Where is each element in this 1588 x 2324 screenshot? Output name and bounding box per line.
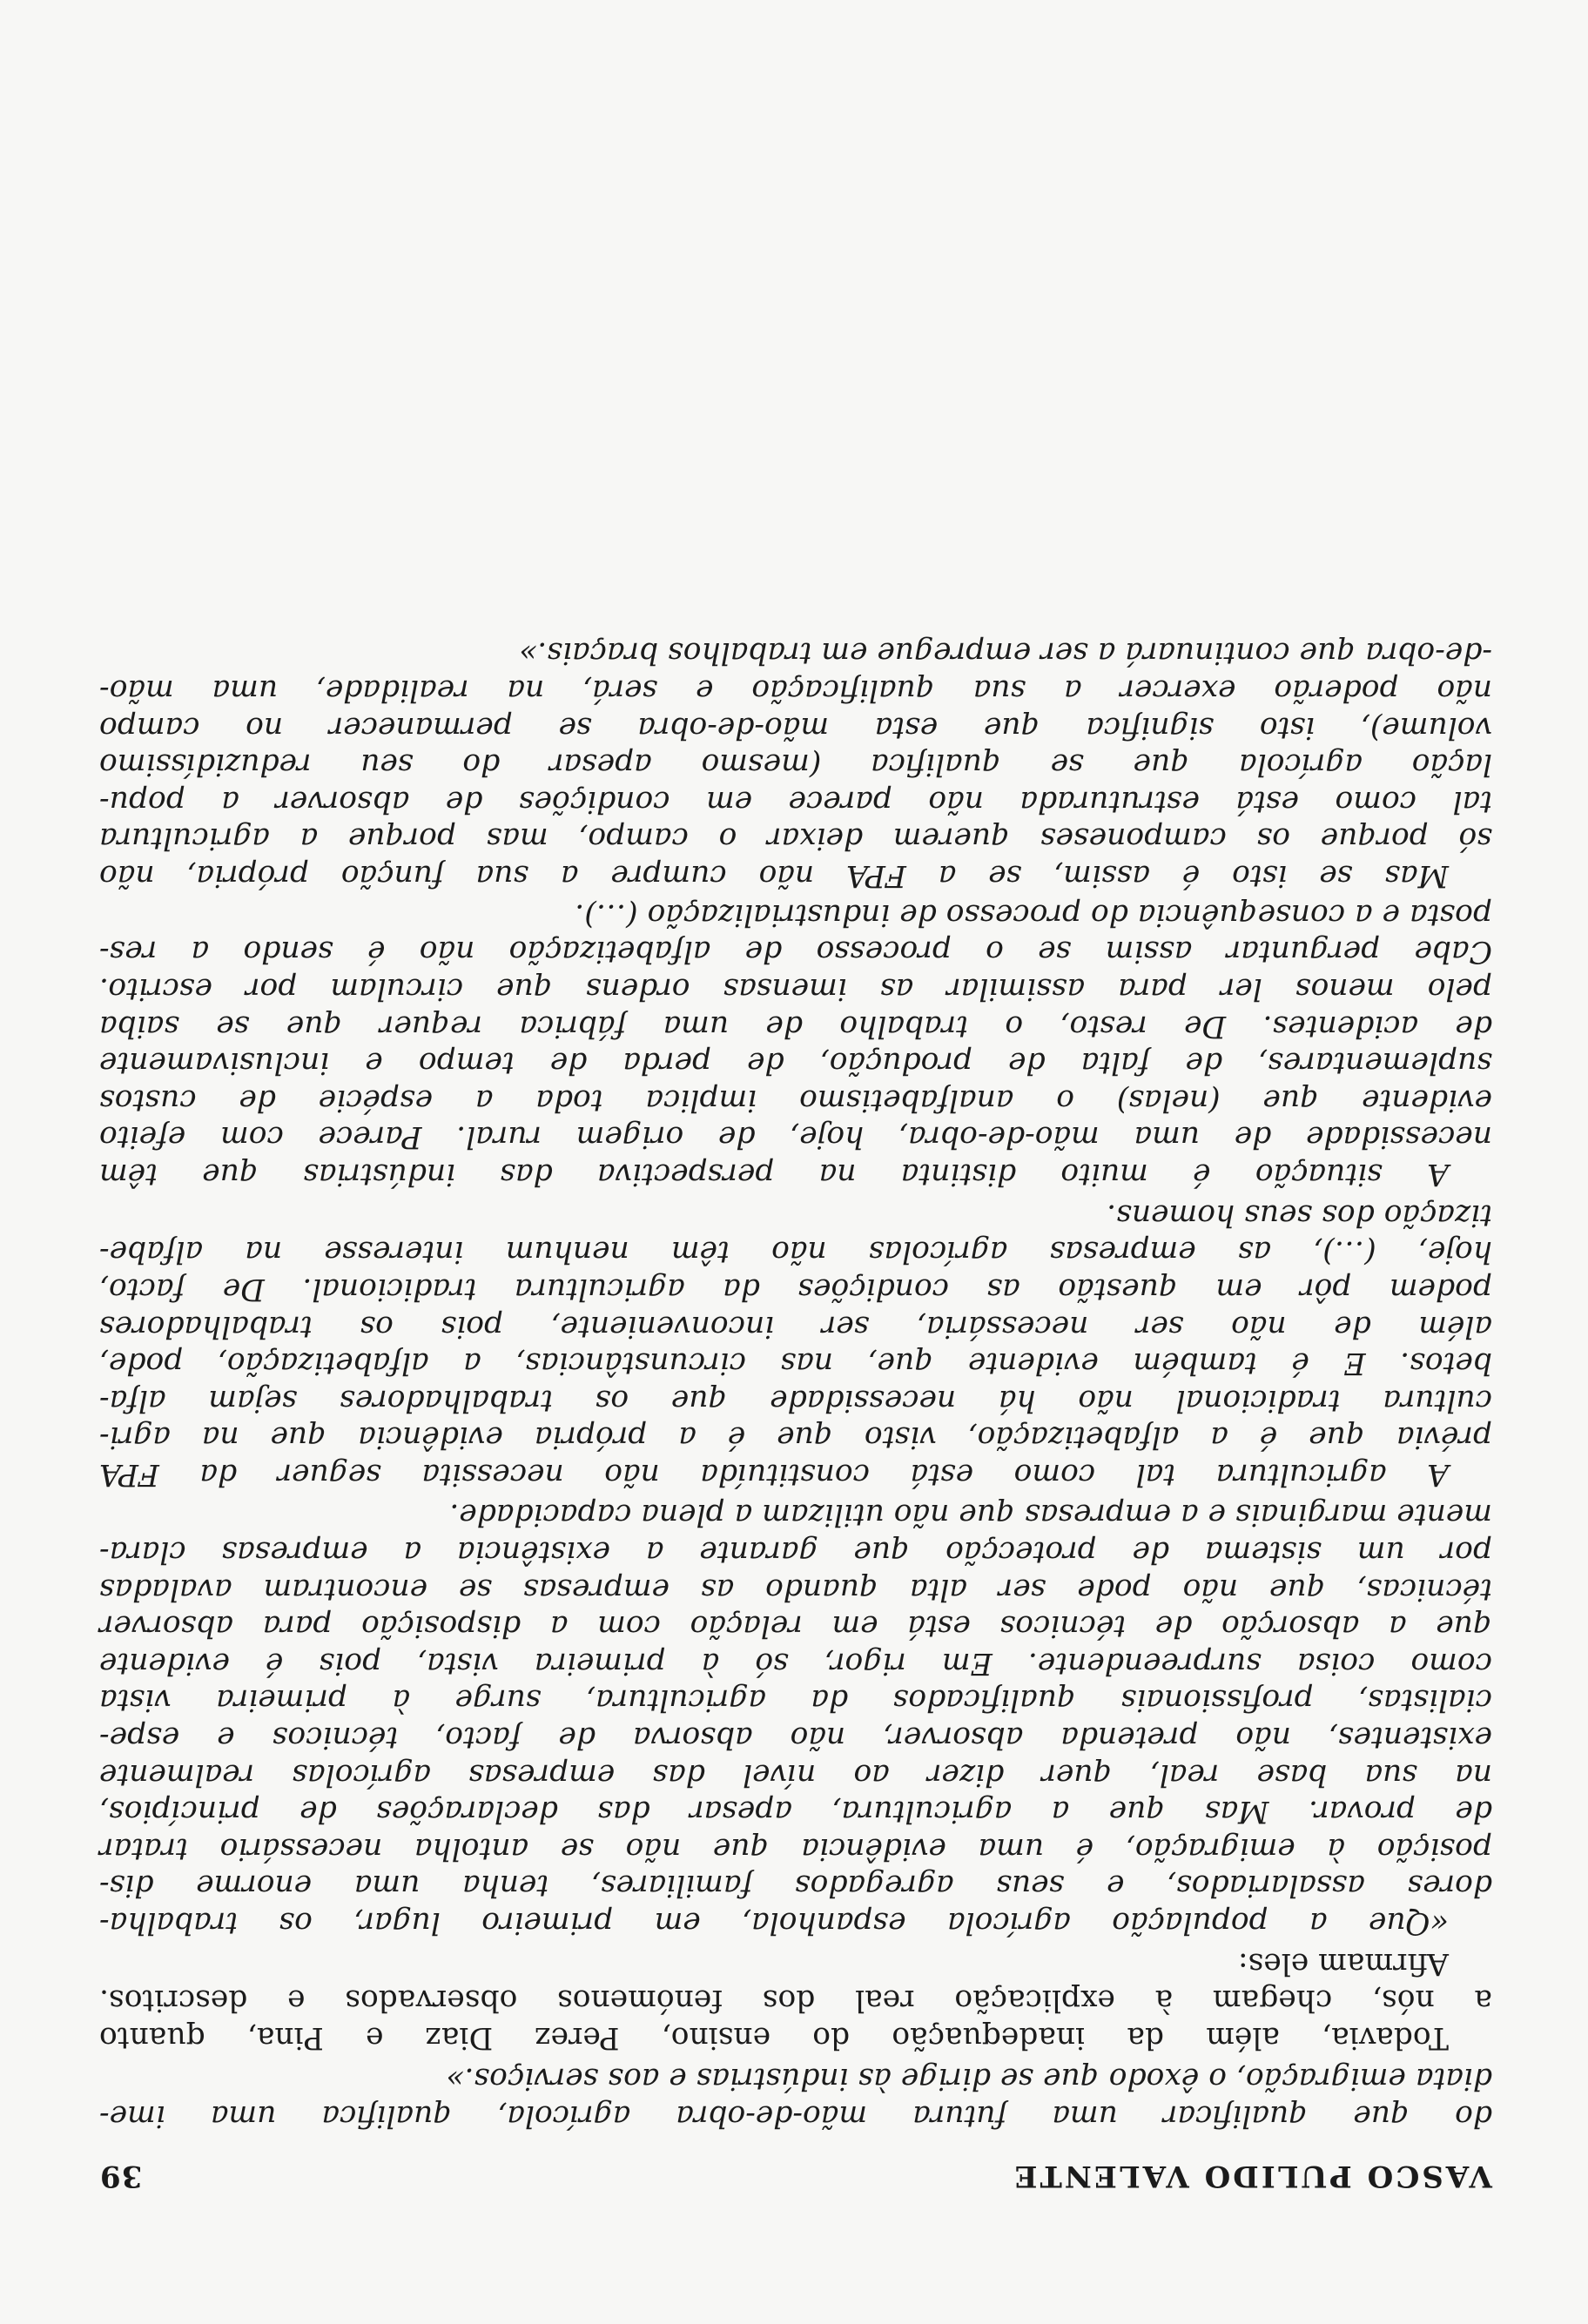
text-line: tização dos seus homens.	[1107, 1197, 1492, 1233]
text-line: de provar. Mas que a agricultura, apesar das declarações de princípios,	[99, 1794, 1492, 1830]
text-line: necessidade de uma mão-de-obra, hoje, de origem rural. Parece com efeito	[99, 1119, 1492, 1155]
text-line: mente marginais e a empresas que não utilizam a plena capacidade.	[449, 1497, 1492, 1533]
text-line: Mas se isto é assim, se a FPA não cumpre a sua função própria, não	[99, 858, 1449, 893]
running-head-author: VASCO PULIDO VALENTE	[1012, 2159, 1492, 2193]
text-line: prévia que é a alfabetização, visto que é a própria evidência que na agri-	[99, 1420, 1492, 1455]
text-line: posta e a consequência do processo de industrialização (…).	[575, 897, 1492, 932]
quote-paragraph-4	[99, 635, 1492, 894]
quote-paragraph-2	[99, 1196, 1492, 1493]
text-line: volume), isto significa que esta mão-de-obra se permanecer no campo	[99, 709, 1492, 745]
page-number: 39	[99, 2159, 143, 2193]
text-line: por um sistema de protecção que garante a existência a empresas clara-	[99, 1535, 1492, 1570]
text-line: cialistas, profissionais qualificados da agricultura, surge à primeira vista	[99, 1683, 1492, 1718]
text-line: só porque os camponeses querem deixar o campo, mas porque a agricultura	[99, 821, 1492, 856]
text-line: técnicas, que não pode ser alta quando as empresas se encontram avaladas	[99, 1571, 1492, 1607]
text-line: como coisa surpreendente. Em rigor, só à primeira vista, pois é evidente	[99, 1645, 1492, 1681]
quote-paragraph-3	[99, 896, 1492, 1192]
text-line: de acidentes. De resto, o trabalho de uma fábrica requer que se saiba	[99, 1008, 1492, 1044]
text-line: -de-obra que continuará a ser empregue em trabalhos braçais.»	[519, 635, 1492, 671]
text-line: A agricultura tal como está constituída não necessita seguer da FPA	[99, 1457, 1449, 1492]
body-paragraph	[99, 1945, 1492, 2056]
text-line: A situação é muito distinta na perspectiva das indústrias que têm	[99, 1157, 1449, 1192]
text-line: do que qualificar uma futura mão-de-obra agrícola, qualifica uma ime-	[99, 2099, 1492, 2133]
text-line: Cabe perguntar assim se o processo de alfabetização não é sendo a res-	[99, 934, 1492, 970]
quote-continuation	[99, 2060, 1492, 2134]
text-line: evidente que (nelas) o analfabetismo implica toda a espécie de custos	[99, 1082, 1492, 1118]
text-line: a nós, chegam à explicação real dos fenómenos observados e descritos.	[99, 1983, 1492, 2018]
text-line: existentes, não pretenda absorver, não absorva de facto, técnicos e espe-	[99, 1720, 1492, 1756]
text-line: não poderão exercer a sua qualificação e será, na realidade, uma mão-	[99, 673, 1492, 709]
text-line: cultura tradicional não há necessidade que os trabalhadores sejam alfa-	[99, 1382, 1492, 1418]
text-line: na sua base real, quer dizer ao nível das empresas agrícolas realmente	[99, 1756, 1492, 1792]
text-line: Afirmam eles:	[1238, 1945, 1449, 1981]
text-line: «Que a população agrícola espanhola, em primeiro lugar, os trabalha-	[99, 1905, 1449, 1940]
quote-paragraph-1	[99, 1496, 1492, 1941]
text-line: betos. E é também evidente que, nas circunstâncias, a alfabetização, pode,	[99, 1346, 1492, 1381]
text-line: hoje, (…), as empresas agrícolas não têm nenhum interesse na alfabe-	[99, 1234, 1492, 1270]
text-line: dores assalariados, e seus agregados familiares, tenha uma enorme dis-	[99, 1868, 1492, 1904]
text-line: posição à emigração, é uma evidência que não se antolha necessário tratar	[99, 1830, 1492, 1866]
text-line: que a absorção de técnicos está em relação com a disposição para absorver	[99, 1609, 1492, 1644]
text-line: pelo menos ler para assimilar as imensas ordens que circulam por escrito.	[99, 971, 1492, 1007]
text-line: lação agrícola que se qualifica (mesmo apesar do seu reduzidíssimo	[99, 747, 1492, 783]
text-line: Todavia, além da inadequação do ensino, Perez Diaz e Pina, quanto	[99, 2020, 1449, 2055]
text-line: diata emigração, o êxodo que se dirige às indústrias e aos serviços.»	[446, 2061, 1492, 2097]
text-line: tal como está estruturada não parece em condições de absorver a popu-	[99, 783, 1492, 819]
text-line: além de não ser necessária, ser inconveniente, pois os trabalhadores	[99, 1308, 1492, 1344]
text-line: podem pôr em questão as condições da agricultura tradicional. De facto,	[99, 1272, 1492, 1307]
text-line: suplementares, de falta de produção, de perda de tempo e inclusivamente	[99, 1045, 1492, 1081]
